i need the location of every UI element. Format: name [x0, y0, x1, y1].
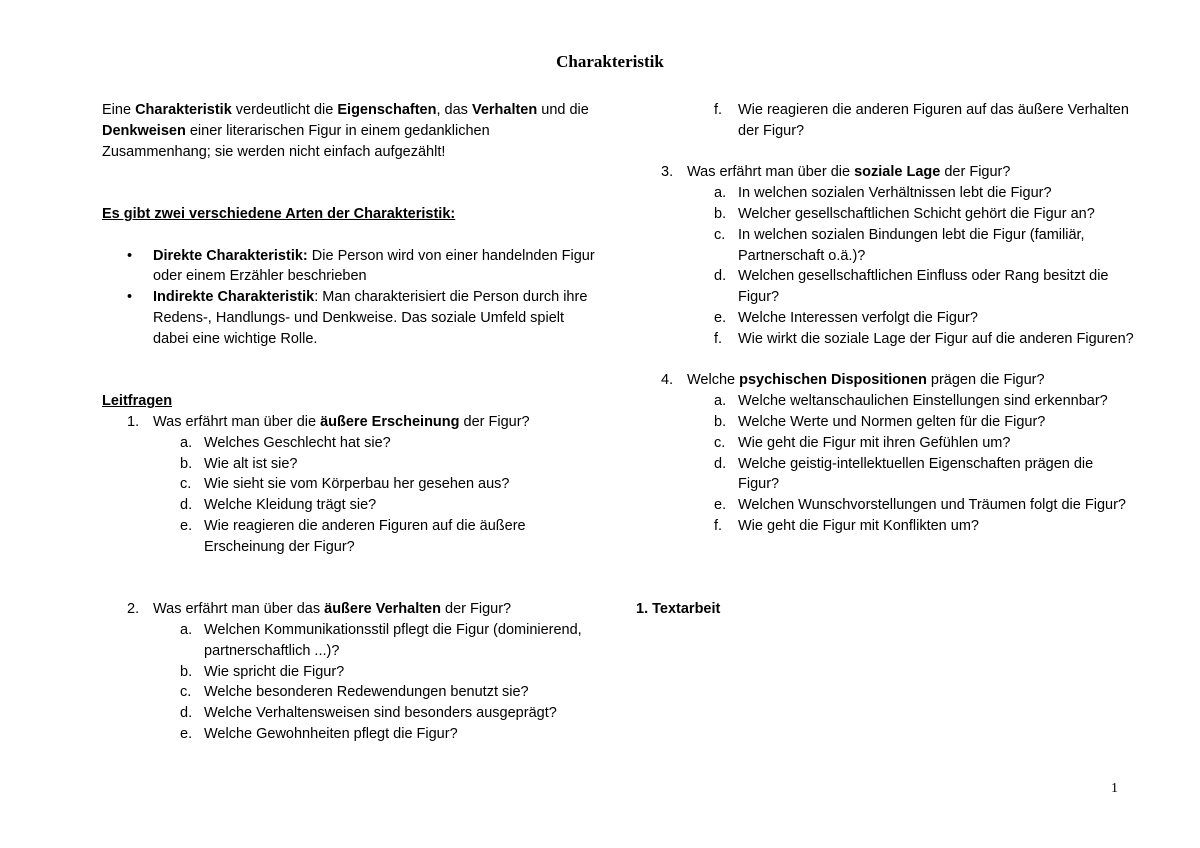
page-title: Charakteristik [556, 52, 664, 71]
question-text: der Figur? [459, 413, 530, 430]
question-number: 2. [127, 601, 140, 618]
intro-bold: Eigenschaften [337, 102, 437, 118]
sub-text: Wie geht die Figur mit ihren Gefühlen um? [738, 434, 1011, 451]
list-item [102, 682, 602, 703]
list-item [102, 620, 602, 662]
sub-text: Welche geistig-intellektuellen Eigenschaften prägen die Figur? [738, 455, 1094, 493]
list-item [102, 495, 602, 516]
sub-text: Welches Geschlecht hat sie? [204, 434, 391, 451]
sub-text: Welcher gesellschaftlichen Schicht gehört die Figur an? [738, 205, 1095, 222]
list-item [636, 516, 1136, 537]
item-text: : Man charakterisiert die Person durch ihre Redens-, Handlungs- und Denkweise. Das soziale Umfeld spielt dabei eine wichtige Rolle. [153, 289, 588, 347]
sub-letter: f. [714, 330, 723, 347]
sub-letter: e. [180, 517, 193, 534]
list-item [636, 183, 1136, 204]
sub-letter: d. [714, 268, 727, 285]
list-item [636, 225, 1136, 267]
sub-text: Wie wirkt die soziale Lage der Figur auf die anderen Figuren? [738, 330, 1134, 347]
sub-letter: a. [714, 393, 727, 410]
intro-text: verdeutlicht die [231, 102, 338, 118]
sub-letter: e. [714, 497, 727, 514]
question-bold: äußere Verhalten [324, 601, 441, 618]
list-item [636, 329, 1136, 350]
list-item [636, 266, 1136, 308]
sub-letter: e. [180, 725, 193, 742]
question-text: prägen die Figur? [926, 372, 1045, 389]
sub-letter: b. [180, 663, 193, 680]
question-text: Was erfährt man über das [153, 601, 325, 618]
sub-text: Wie geht die Figur mit Konflikten um? [738, 517, 979, 534]
intro-text: , das [436, 102, 472, 118]
question-text: der Figur? [440, 601, 512, 618]
question-number: 3. [661, 164, 674, 181]
intro-text: Eine [102, 102, 136, 118]
list-item [102, 724, 602, 745]
question-text: Welche [687, 372, 740, 389]
question-number: 1. [127, 413, 140, 430]
sub-text: Welchen Wunschvorstellungen und Träumen folgt die Figur? [738, 497, 1126, 514]
sub-text: In welchen sozialen Verhältnissen lebt die Figur? [738, 185, 1052, 202]
sub-text: Welche besonderen Redewendungen benutzt sie? [204, 684, 529, 701]
question-1 [102, 412, 602, 433]
sub-text: Wie alt ist sie? [204, 455, 298, 472]
list-item [636, 412, 1136, 433]
question-4 [636, 370, 1136, 391]
page-number: 1 [1111, 781, 1118, 796]
list-item [102, 703, 602, 724]
list-item [636, 391, 1136, 412]
sub-text: Welche weltanschaulichen Einstellungen sind erkennbar? [738, 393, 1108, 410]
list-item [102, 246, 602, 288]
list-item [102, 454, 602, 475]
sub-text: In welchen sozialen Bindungen lebt die Figur (familiär, Partnerschaft o.ä.)? [738, 226, 1085, 264]
sub-letter: c. [714, 226, 726, 243]
bullet-marker: • [127, 247, 133, 264]
question-text: Was erfährt man über die [687, 164, 855, 181]
sub-letter: e. [714, 309, 727, 326]
list-item [636, 454, 1136, 496]
intro-bold: Charakteristik [135, 102, 232, 118]
item-label: Direkte Charakteristik: [153, 247, 308, 264]
sub-letter: b. [180, 455, 193, 472]
left-column [102, 100, 602, 745]
textarbeit-heading: 1. Textarbeit [636, 601, 721, 618]
list-item [636, 100, 1136, 142]
sub-letter: b. [714, 413, 727, 430]
sub-text: Welche Gewohnheiten pflegt die Figur? [204, 725, 458, 742]
question-number: 4. [661, 372, 674, 389]
intro-paragraph [102, 100, 602, 162]
list-item [636, 308, 1136, 329]
sub-letter: c. [180, 476, 192, 493]
sub-text: Welche Kleidung trägt sie? [204, 497, 377, 514]
list-item [102, 516, 602, 558]
sub-letter: a. [180, 621, 193, 638]
sub-letter: c. [714, 434, 726, 451]
list-item [102, 287, 602, 349]
sub-text: Wie reagieren die anderen Figuren auf die äußere Erscheinung der Figur? [204, 517, 526, 555]
question-3 [636, 162, 1136, 183]
sub-letter: d. [714, 455, 727, 472]
question-text: der Figur? [940, 164, 1011, 181]
question-2 [102, 599, 602, 620]
right-column [636, 100, 1136, 620]
list-item [636, 433, 1136, 454]
intro-text: einer literarischen Figur in einem gedanklichen Zusammenhang; sie werden nicht einfach aufgezählt! [102, 122, 490, 160]
sub-letter: c. [180, 684, 192, 701]
sub-text: Welchen Kommunikationsstil pflegt die Figur (dominierend, partnerschaftlich ...)? [204, 621, 582, 659]
question-bold: äußere Erscheinung [320, 413, 460, 430]
sub-letter: f. [714, 517, 723, 534]
intro-text: und die [537, 102, 589, 118]
sub-text: Welche Interessen verfolgt die Figur? [738, 309, 978, 326]
item-label: Indirekte Charakteristik [153, 289, 315, 306]
sub-text: Wie sieht sie vom Körperbau her gesehen aus? [204, 476, 510, 493]
bullet-marker: • [127, 289, 133, 306]
list-item [636, 204, 1136, 225]
sub-letter: d. [180, 705, 193, 722]
sub-text: Wie spricht die Figur? [204, 663, 345, 680]
list-item [636, 495, 1136, 516]
sub-letter: a. [714, 185, 727, 202]
sub-text: Wie reagieren die anderen Figuren auf das äußere Verhalten der Figur? [738, 102, 1129, 139]
item-text: Die Person wird von einer handelnden Figur oder einem Erzähler beschrieben [153, 247, 595, 285]
leitfragen-heading: Leitfragen [102, 393, 173, 410]
sub-text: Welche Werte und Normen gelten für die Figur? [738, 413, 1046, 430]
question-text: Was erfährt man über die [153, 413, 321, 430]
intro-bold: Verhalten [471, 102, 538, 118]
sub-text: Welchen gesellschaftlichen Einfluss oder Rang besitzt die Figur? [738, 268, 1109, 306]
sub-letter: b. [714, 205, 727, 222]
sub-text: Welche Verhaltensweisen sind besonders ausgeprägt? [204, 705, 557, 722]
intro-bold: Denkweisen [102, 122, 186, 139]
list-item [102, 433, 602, 454]
sub-letter: f. [714, 102, 723, 118]
sub-letter: d. [180, 497, 193, 514]
arten-heading: Es gibt zwei verschiedene Arten der Charakteristik: [102, 205, 456, 222]
question-bold: psychischen Dispositionen [739, 372, 927, 389]
list-item [102, 662, 602, 683]
list-item [102, 474, 602, 495]
sub-letter: a. [180, 434, 193, 451]
question-bold: soziale Lage [854, 164, 941, 181]
